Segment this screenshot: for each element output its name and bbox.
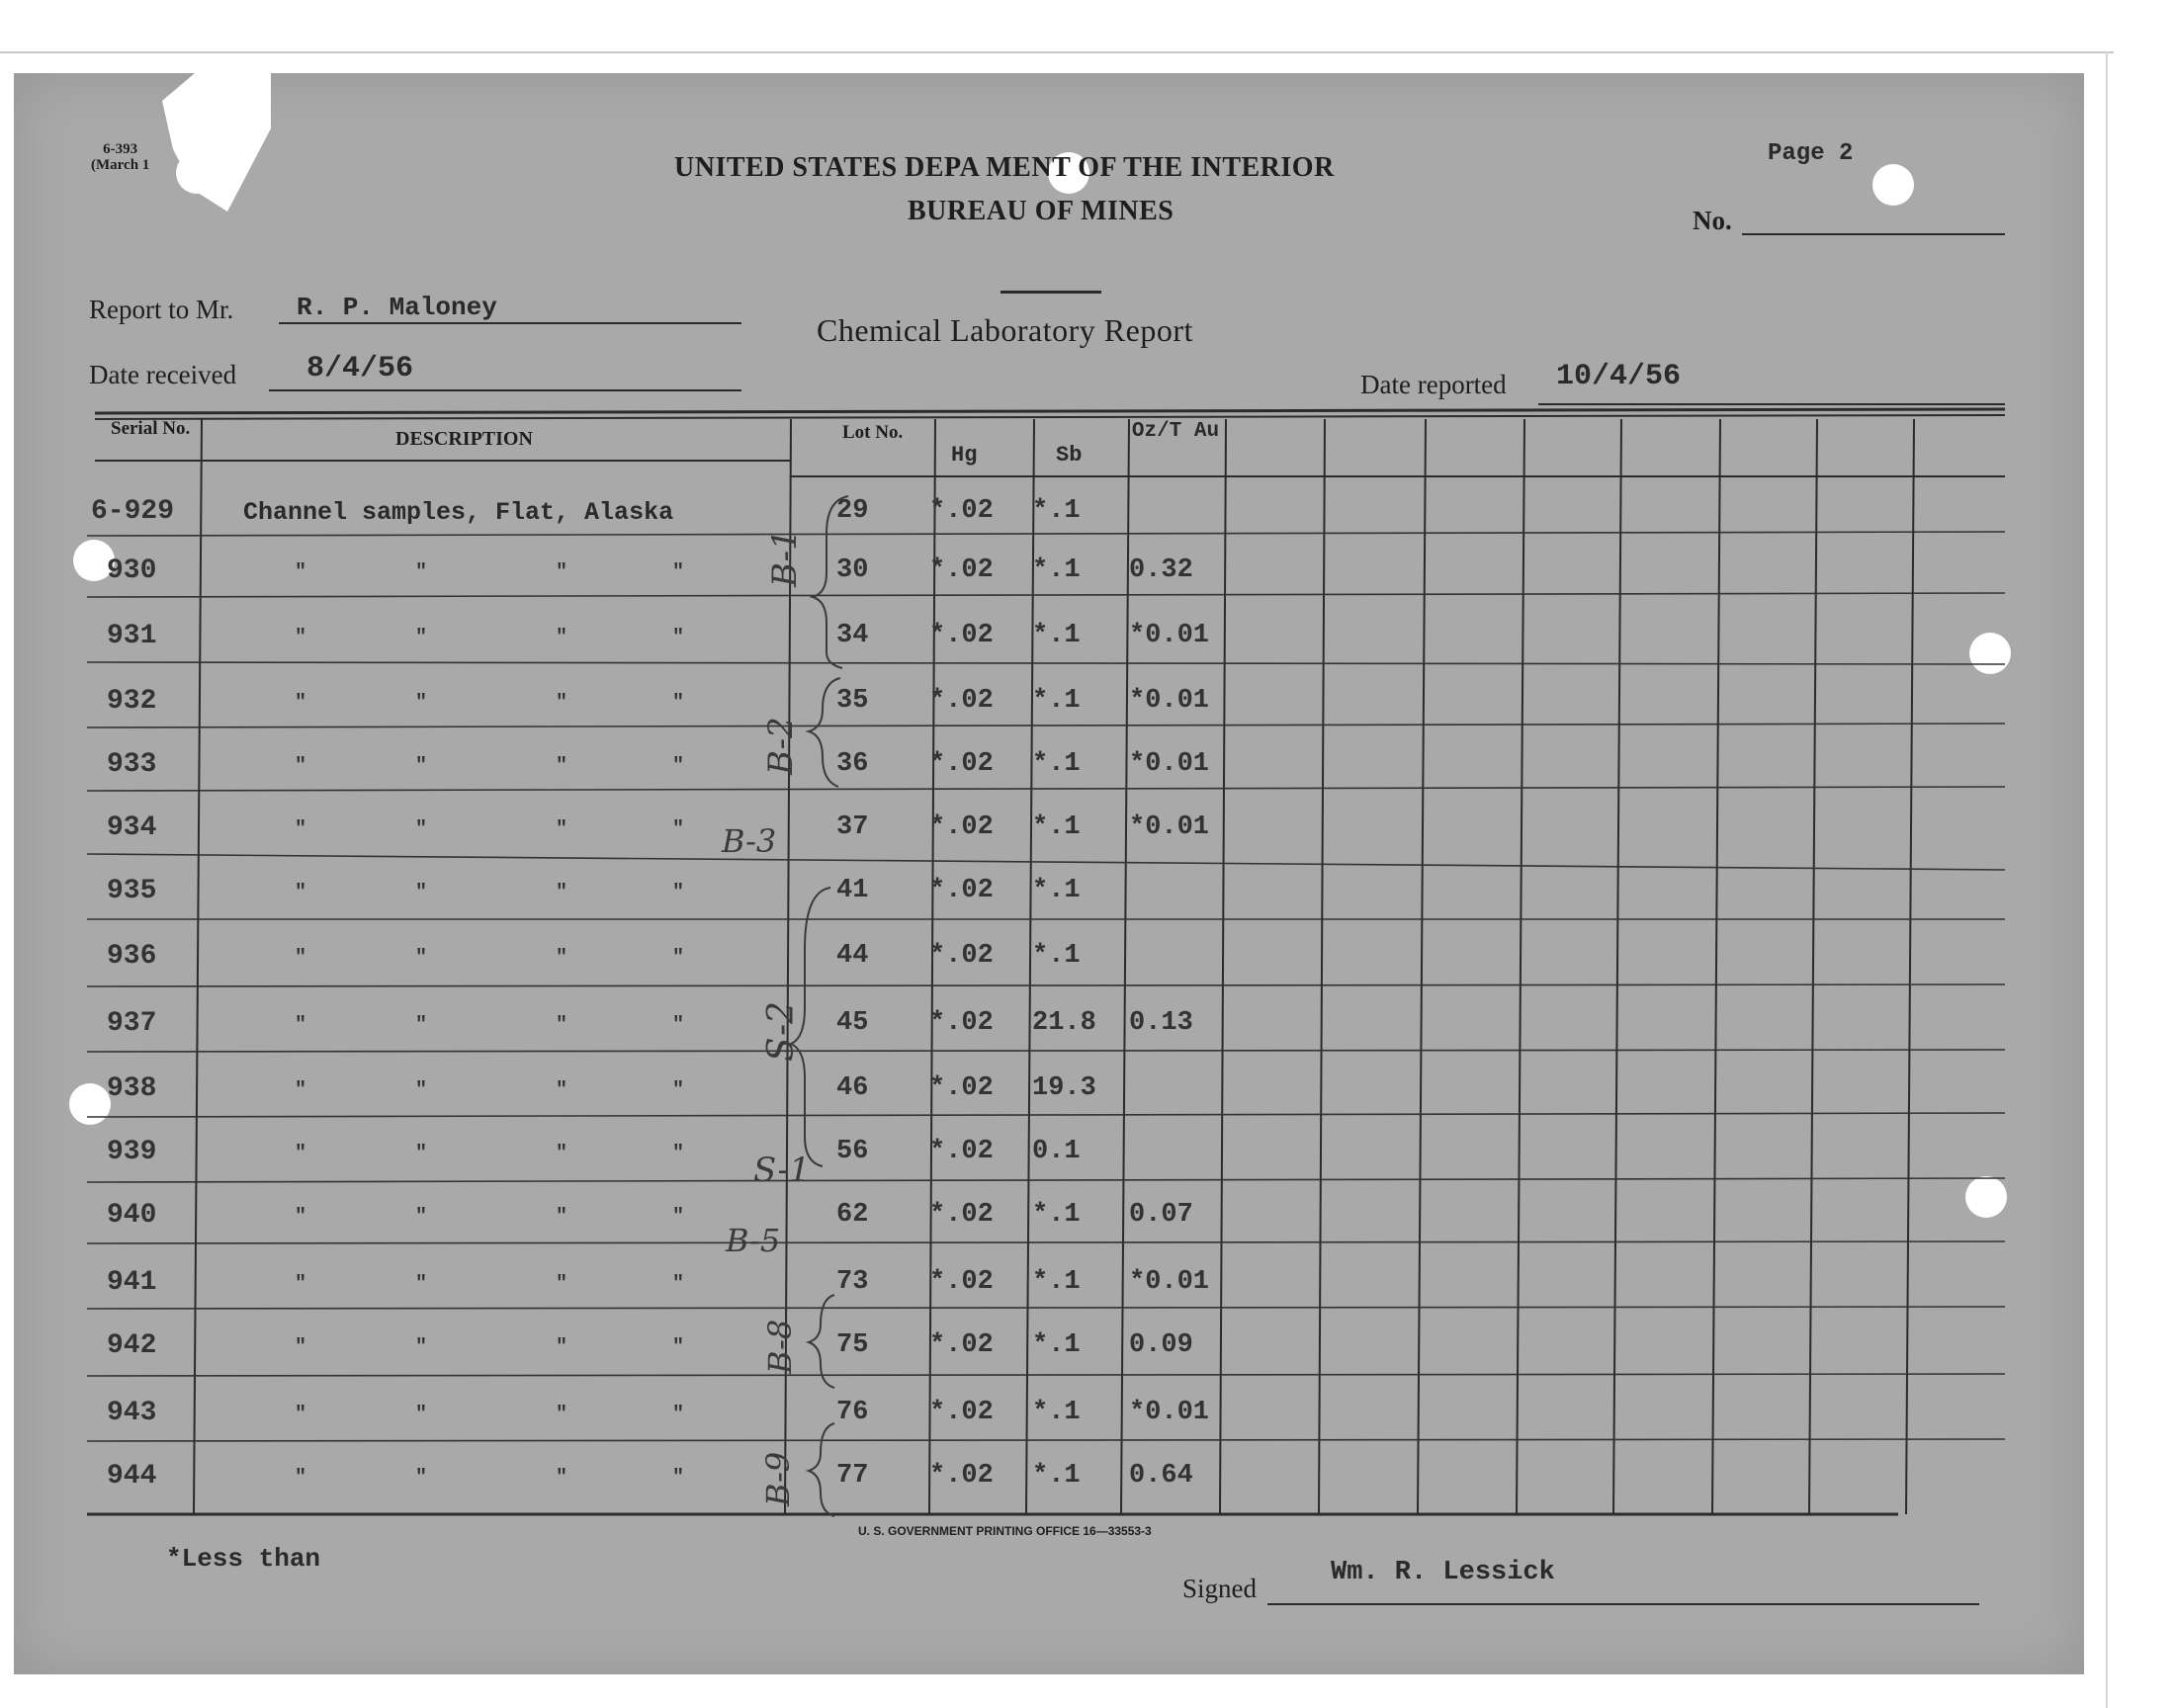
ditto-mark: " [672, 755, 685, 778]
ditto-mark: " [295, 1467, 307, 1490]
ditto-mark: " [415, 692, 428, 715]
signed-label: Signed [1182, 1574, 1258, 1603]
hg-value-cell: *.02 [929, 941, 994, 971]
lot-no-cell: 29 [836, 496, 869, 526]
serial-no-header: Serial No. [111, 418, 191, 439]
signed-value: Wm. R. Lessick [1331, 1558, 1555, 1587]
ditto-mark: " [415, 627, 428, 649]
ditto-mark: " [556, 561, 568, 584]
hg-header: Hg [951, 443, 978, 468]
ditto-mark: " [672, 1273, 685, 1296]
sb-value-cell: 19.3 [1032, 1073, 1096, 1103]
serial-no-cell: 939 [107, 1137, 157, 1167]
sb-value-cell: 0.1 [1032, 1137, 1081, 1166]
ditto-mark: " [295, 1079, 307, 1102]
date-received-label: Date received [89, 360, 237, 389]
au-value-cell: 0.64 [1129, 1461, 1193, 1491]
au-value-cell: 0.32 [1129, 555, 1193, 585]
sb-value-cell: *.1 [1032, 621, 1081, 650]
sb-value-cell: *.1 [1032, 812, 1081, 842]
lot-no-cell: 35 [836, 686, 869, 716]
description-header: DESCRIPTION [395, 428, 533, 450]
ditto-mark: " [295, 818, 307, 841]
sb-value-cell: *.1 [1032, 555, 1081, 585]
note-b2: B-2 [761, 717, 801, 775]
serial-no-cell: 937 [107, 1008, 157, 1039]
serial-no-cell: 943 [107, 1398, 157, 1428]
sb-value-cell: *.1 [1032, 1267, 1081, 1297]
footnote: *Less than [166, 1544, 321, 1574]
serial-no-cell: 933 [107, 749, 157, 780]
note-s1: S-1 [753, 1151, 811, 1190]
serial-no-cell: 938 [107, 1073, 157, 1104]
ditto-mark: " [672, 561, 685, 584]
printer-line: U. S. GOVERNMENT PRINTING OFFICE 16—33553-3 [858, 1524, 1152, 1538]
ditto-mark: " [295, 1143, 307, 1165]
ditto-mark: " [295, 561, 307, 584]
report-to-label: Report to Mr. [89, 295, 234, 324]
ditto-mark: " [672, 1206, 685, 1229]
serial-no-cell: 941 [107, 1267, 157, 1298]
au-header: Oz/T Au [1131, 420, 1220, 443]
ditto-mark: " [295, 1014, 307, 1037]
hg-value-cell: *.02 [929, 1008, 994, 1038]
ditto-mark: " [415, 882, 428, 904]
ditto-mark: " [556, 1206, 568, 1229]
ditto-mark: " [556, 1143, 568, 1165]
note-b1: B-1 [765, 529, 805, 587]
serial-no-cell: 931 [107, 621, 157, 651]
date-reported-label: Date reported [1360, 370, 1507, 399]
ditto-mark: " [415, 755, 428, 778]
serial-no-cell: 942 [107, 1330, 157, 1361]
ditto-mark: " [556, 1014, 568, 1037]
ditto-mark: " [295, 1336, 307, 1359]
au-value-cell: 0.09 [1129, 1330, 1193, 1360]
hg-value-cell: *.02 [929, 621, 994, 650]
hg-value-cell: *.02 [929, 876, 994, 905]
lot-no-cell: 30 [836, 555, 869, 585]
ditto-mark: " [415, 1467, 428, 1490]
report-to-value: R. P. Maloney [297, 293, 497, 322]
ditto-mark: " [415, 947, 428, 970]
ditto-mark: " [415, 1206, 428, 1229]
hg-value-cell: *.02 [929, 1267, 994, 1297]
ditto-mark: " [556, 1079, 568, 1102]
lot-no-cell: 45 [836, 1008, 869, 1038]
note-b9: B-9 [759, 1451, 797, 1506]
lot-no-cell: 56 [836, 1137, 869, 1166]
lot-no-cell: 62 [836, 1200, 869, 1230]
ditto-mark: " [672, 1336, 685, 1359]
au-value-cell: *0.01 [1129, 1398, 1210, 1427]
ditto-mark: " [672, 1079, 685, 1102]
hg-value-cell: *.02 [929, 1073, 994, 1103]
lot-no-cell: 41 [836, 876, 869, 905]
lot-no-cell: 37 [836, 812, 869, 842]
ditto-mark: " [415, 1273, 428, 1296]
serial-no-cell: 944 [107, 1461, 157, 1492]
hg-value-cell: *.02 [929, 812, 994, 842]
au-value-cell: *0.01 [1129, 749, 1210, 779]
sb-value-cell: *.1 [1032, 686, 1081, 716]
hg-value-cell: *.02 [929, 555, 994, 585]
department-title: UNITED STATES DEPA MENT OF THE INTERIOR [674, 152, 1335, 183]
serial-no-cell: 935 [107, 876, 157, 906]
ditto-mark: " [415, 818, 428, 841]
ditto-mark: " [295, 947, 307, 970]
au-value-cell: *0.01 [1129, 812, 1210, 842]
ditto-mark: " [672, 1143, 685, 1165]
au-value-cell: *0.01 [1129, 1267, 1210, 1297]
note-s2: S-2 [761, 1000, 802, 1062]
lot-no-cell: 46 [836, 1073, 869, 1103]
lot-no-header: Lot No. [842, 422, 904, 443]
ditto-mark: " [556, 947, 568, 970]
serial-no-cell: 936 [107, 941, 157, 972]
ditto-mark: " [295, 1273, 307, 1296]
sb-value-cell: *.1 [1032, 1461, 1081, 1491]
lot-no-cell: 36 [836, 749, 869, 779]
report-title: Chemical Laboratory Report [817, 312, 1193, 348]
sb-value-cell: *.1 [1032, 749, 1081, 779]
hg-value-cell: *.02 [929, 749, 994, 779]
ditto-mark: " [295, 755, 307, 778]
date-reported-value: 10/4/56 [1556, 360, 1682, 393]
ditto-mark: " [556, 1273, 568, 1296]
au-value-cell: *0.01 [1129, 686, 1210, 716]
note-b3: B-3 [722, 822, 777, 860]
date-received-value: 8/4/56 [306, 352, 414, 385]
ditto-mark: " [556, 627, 568, 649]
lot-no-cell: 44 [836, 941, 869, 971]
description-cell: Channel samples, Flat, Alaska [243, 498, 674, 527]
lot-no-cell: 76 [836, 1398, 869, 1427]
form-number: 6-393 (March 1 [91, 141, 150, 173]
ditto-mark: " [672, 1404, 685, 1426]
sb-value-cell: *.1 [1032, 941, 1081, 971]
ditto-mark: " [415, 1336, 428, 1359]
ditto-mark: " [672, 627, 685, 649]
ditto-mark: " [295, 692, 307, 715]
hg-value-cell: *.02 [929, 686, 994, 716]
serial-no-cell: 932 [107, 686, 157, 717]
lot-no-cell: 75 [836, 1330, 869, 1360]
serial-no-cell: 930 [107, 555, 157, 586]
sb-value-cell: *.1 [1032, 496, 1081, 526]
hg-value-cell: *.02 [929, 496, 994, 526]
ditto-mark: " [556, 818, 568, 841]
page-label: Page 2 [1768, 140, 1854, 167]
signed-line [1267, 1603, 1979, 1605]
au-value-cell: 0.13 [1129, 1008, 1193, 1038]
ditto-mark: " [556, 1467, 568, 1490]
sb-value-cell: 21.8 [1032, 1008, 1096, 1038]
ditto-mark: " [672, 818, 685, 841]
ditto-mark: " [295, 627, 307, 649]
serial-no-cell: 6-929 [91, 496, 175, 527]
sb-header: Sb [1056, 443, 1083, 468]
lot-no-cell: 34 [836, 621, 869, 650]
lot-no-cell: 77 [836, 1461, 869, 1491]
no-label: No. [1693, 206, 1732, 235]
ditto-mark: " [556, 1404, 568, 1426]
ditto-mark: " [672, 882, 685, 904]
hg-value-cell: *.02 [929, 1200, 994, 1230]
ditto-mark: " [672, 692, 685, 715]
ditto-mark: " [672, 1467, 685, 1490]
serial-no-cell: 940 [107, 1200, 157, 1231]
hg-value-cell: *.02 [929, 1461, 994, 1491]
au-value-cell: 0.07 [1129, 1200, 1193, 1230]
lot-no-cell: 73 [836, 1267, 869, 1297]
sb-value-cell: *.1 [1032, 876, 1081, 905]
ditto-mark: " [672, 1014, 685, 1037]
au-value-cell: *0.01 [1129, 621, 1210, 650]
ditto-mark: " [415, 1014, 428, 1037]
ditto-mark: " [295, 1206, 307, 1229]
ditto-mark: " [415, 1404, 428, 1426]
note-b5: B-5 [726, 1222, 781, 1259]
ditto-mark: " [672, 947, 685, 970]
ditto-mark: " [556, 1336, 568, 1359]
ditto-mark: " [556, 882, 568, 904]
hg-value-cell: *.02 [929, 1137, 994, 1166]
note-b8: B-8 [761, 1319, 799, 1374]
ditto-mark: " [415, 561, 428, 584]
bureau-title: BUREAU OF MINES [908, 196, 1174, 226]
serial-no-cell: 934 [107, 812, 157, 843]
ditto-mark: " [295, 1404, 307, 1426]
sb-value-cell: *.1 [1032, 1398, 1081, 1427]
ditto-mark: " [295, 882, 307, 904]
ditto-mark: " [556, 755, 568, 778]
ditto-mark: " [415, 1143, 428, 1165]
hg-value-cell: *.02 [929, 1330, 994, 1360]
sb-value-cell: *.1 [1032, 1330, 1081, 1360]
hg-value-cell: *.02 [929, 1398, 994, 1427]
ditto-mark: " [415, 1079, 428, 1102]
ditto-mark: " [556, 692, 568, 715]
sb-value-cell: *.1 [1032, 1200, 1081, 1230]
